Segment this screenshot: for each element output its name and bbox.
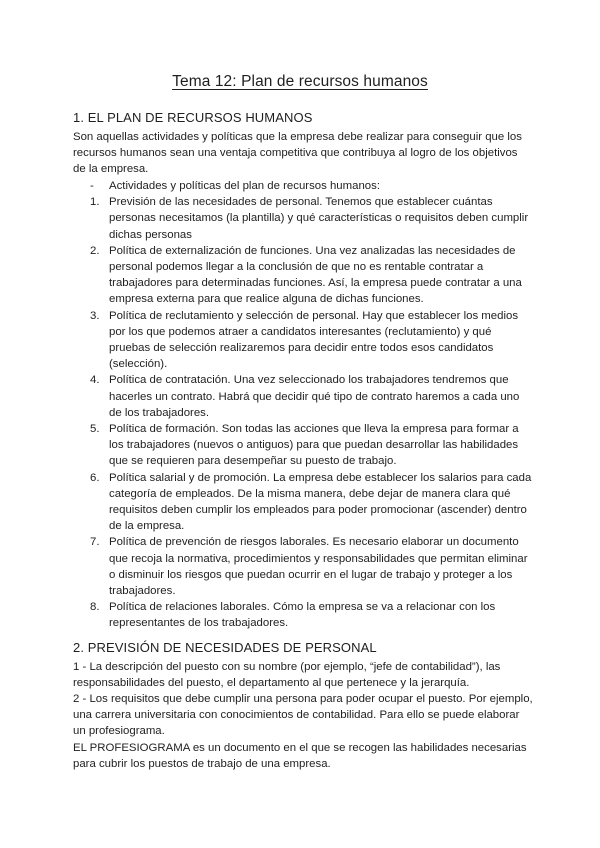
list-item [73,372,533,421]
list-item-text: Actividades y políticas del plan de recursos humanos: [109,180,380,192]
list-marker: 4. [90,374,100,387]
list-marker: - [90,180,94,192]
list-item-text: Política de reclutamiento y selección de personal. Hay que establecer los medios por los que podemos atraer a candidatos interesantes (reclutamiento) y qué pruebas de selección realizaremos para decidir entre todos esos candidatos (selección). [109,309,519,371]
list-marker: 5. [90,423,100,436]
list-marker: 3. [90,309,100,322]
list-item-text: Política salarial y de promoción. La empresa debe establecer los salarios para cada categoría de empleados. De la misma manera, debe dejar de manera clara qué requisitos deben cumplir los empleados para poder promocionar (ascender) dentro de la empresa. [109,471,532,533]
list-item-text: Política de externalización de funciones. Una vez analizadas las necesidades de personal podemos llegar a la conclusión de que no es rentable contratar a trabajadores para determinadas funciones. Así, la empresa puede contratar a una empresa externa para que realice alguna de dichas funciones. [109,244,522,306]
list-marker: 8. [90,601,100,614]
list-item [73,178,533,194]
list-item-text: Política de prevención de riesgos laborales. Es necesario elaborar un documento que recoja la normativa, procedimientos y responsabilidades que permitan eliminar o disminuir los riesgos que puedan ocurrir en el lugar de trabajo y proteger a los trabajadores. [109,536,528,598]
list-item [73,308,533,373]
section-2-heading: 2. PREVISIÓN DE NECESIDADES DE PERSONAL [73,640,377,655]
list-item-text: Previsión de las necesidades de personal. Tenemos que establecer cuántas personas necesitamos (la plantilla) y qué características o requisitos deben cumplir dichas personas [109,196,529,241]
section-2-paragraph-1: 1 - La descripción del puesto con su nombre (por ejemplo, “jefe de contabilidad”), las responsabilidades del puesto, el departamento al que pertenece y la jerarquía. [73,661,501,690]
page-title: Tema 12: Plan de recursos humanos [172,73,428,90]
list-item-text: Política de contratación. Una vez seleccionado los trabajadores tendremos que hacerles un contrato. Habrá que decidir qué tipo de contrato haremos a cada uno de los trabajadores. [109,374,520,419]
list-marker: 2. [90,244,100,257]
list-item [73,194,533,243]
list-item [73,243,533,308]
section-1-heading: 1. EL PLAN DE RECURSOS HUMANOS [73,110,313,125]
list-item [73,421,533,470]
list-item-text: Política de formación. Son todas las acciones que lleva la empresa para formar a los trabajadores (nuevos o antiguos) para que puedan desarrollar las habilidades que se requieren para desempeñar su puesto de trabajo. [109,423,519,468]
list-item [73,599,533,631]
list-item [73,470,533,535]
list-marker: 6. [90,471,100,484]
section-1-intro: Son aquellas actividades y políticas que la empresa debe realizar para conseguir que los recursos humanos sean una ventaja competitiva que contribuya al logro de los objetivos de la empresa. [73,131,522,176]
section-2-paragraph-2: 2 - Los requisitos que debe cumplir una persona para poder ocupar el puesto. Por ejemplo, una carrera universitaria con conocimientos de contabilidad. Para ello se puede elaborar un profesiograma. [73,693,533,738]
list-item [73,534,533,599]
list-marker: 7. [90,536,100,549]
list-item-text: Política de relaciones laborales. Cómo la empresa se va a relacionar con los representantes de los trabajadores. [109,601,496,630]
section-2-paragraph-3: EL PROFESIOGRAMA es un documento en el que se recogen las habilidades necesarias para cubrir los puestos de trabajo de una empresa. [73,742,527,771]
policy-list [73,178,533,632]
list-marker: 1. [90,196,100,209]
